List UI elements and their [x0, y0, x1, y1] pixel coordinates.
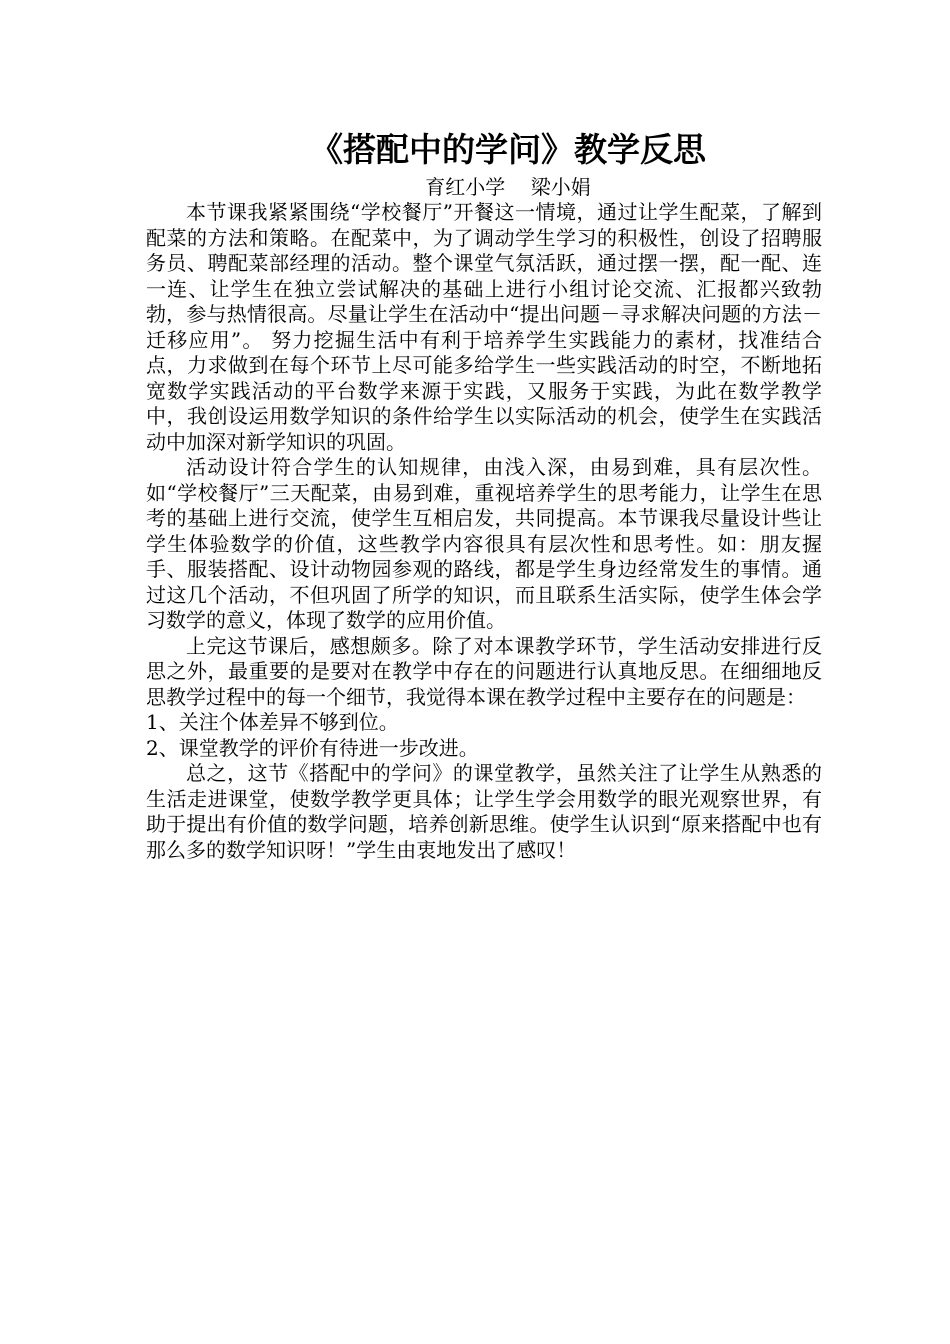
document-title: 《搭配中的学问》教学反思 [310, 130, 706, 169]
list-item-1: 1、关注个体差异不够到位。 [146, 710, 399, 734]
paragraph-3: 上完这节课后，感想颇多。除了对本课教学环节，学生活动安排进行反思之外，最重要的是要对在教学中存在的问题进行认真地反思。在细细地反思教学过程中的每一个细节，我觉得本课在教学过程中主要存在的问题是： [146, 633, 822, 709]
list-item-2: 2、课堂教学的评价有待进一步改进。 [146, 735, 479, 760]
document-page [146, 128, 822, 863]
paragraph-2: 活动设计符合学生的认知规律，由浅入深，由易到难，具有层次性。如“学校餐厅”三天配菜，由易到难，重视培养学生的思考能力，让学生在思考的基础上进行交流，使学生互相启发，共同提高。本节课我尽量设计些让学生体验数学的价值，这些教学内容很具有层次性和思考性。如：朋友握手、服装搭配、设计动物园参观的路线，都是学生身边经常发生的事情。通过这几个活动，不但巩固了所学的知识，而且联系生活实际，使学生体会学习数学的意义，体现了数学的应用价值。 [146, 455, 822, 632]
paragraph-1: 本节课我紧紧围绕“学校餐厅”开餐这一情境，通过让学生配菜，了解到配菜的方法和策略。在配菜中，为了调动学生学习的积极性，创设了招聘服务员、聘配菜部经理的活动。整个课堂气氛活跃，通过摆一摆，配一配、连一连、让学生在独立尝试解决的基础上进行小组讨论交流、汇报都兴致勃勃，参与热情很高。尽量让学生在活动中“提出问题－寻求解决问题的方法－迁移应用”。 努力挖掘生活中有利于培养学生实践能力的素材，找准结合点，力求做到在每个环节上尽可能多给学生一些实践活动的时空，不断地拓宽数学实践活动的平台数学来源于实践，又服务于实践，为此在数学教学中，我创设运用数学知识的条件给学生以实际活动的机会，使学生在实践活动中加深对新学知识的巩固。 [146, 200, 822, 454]
document-author: 育红小学 梁小娟 [425, 175, 591, 199]
document-body [146, 200, 822, 863]
paragraph-conclusion: 总之，这节《搭配中的学问》的课堂教学，虽然关注了让学生从熟悉的生活走进课堂，使数学教学更具体；让学生学会用数学的眼光观察世界，有助于提出有价值的数学问题，培养创新思维。使学生认识到“原来搭配中也有那么多的数学知识呀！”学生由衷地发出了感叹！ [146, 761, 822, 862]
